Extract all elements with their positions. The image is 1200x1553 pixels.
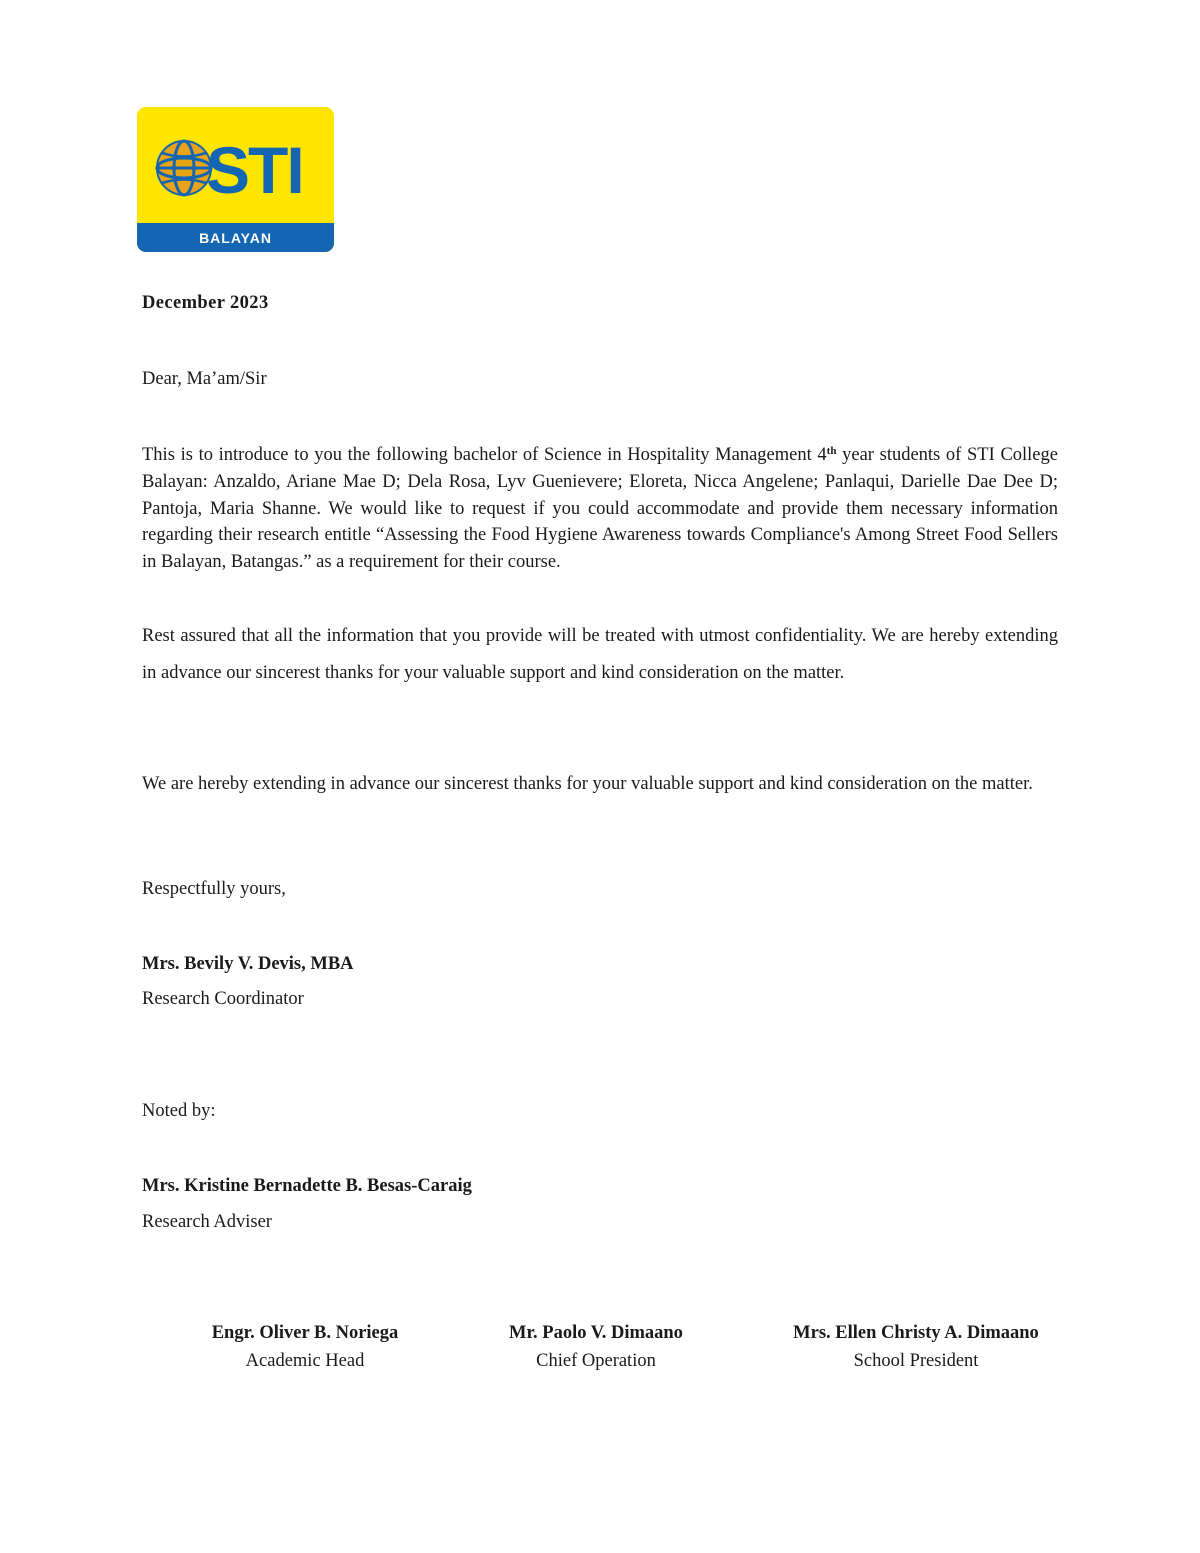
salutation: Dear, Ma’am/Sir (142, 369, 267, 389)
sti-balayan-logo (137, 107, 334, 252)
letter-date: December 2023 (142, 293, 269, 313)
paragraph-thanks: We are hereby extending in advance our sincerest thanks for your valuable support and kind consideration on the matter. (142, 774, 1033, 794)
sti-logo-text: STI (206, 133, 303, 207)
adviser-role: Research Adviser (142, 1212, 272, 1232)
signatory-name: Mrs. Ellen Christy A. Dimaano (793, 1323, 1039, 1343)
signatory-name: Mr. Paolo V. Dimaano (509, 1323, 683, 1343)
paragraph1-start: This is to introduce to you the following bachelor of Science in Hospitality Management 4 (142, 445, 827, 465)
signatory-role: Academic Head (245, 1351, 365, 1371)
signatory-academic-head (155, 1323, 455, 1372)
adviser-name: Mrs. Kristine Bernadette B. Besas-Caraig (142, 1176, 472, 1196)
sender-role: Research Coordinator (142, 989, 304, 1009)
sender-name: Mrs. Bevily V. Devis, MBA (142, 954, 354, 974)
signatory-school-president (766, 1323, 1066, 1372)
signatory-name: Engr. Oliver B. Noriega (211, 1323, 399, 1343)
signatory-role: School President (853, 1351, 979, 1371)
ordinal-suffix: th (826, 445, 837, 457)
campus-band: BALAYAN (137, 223, 334, 252)
signatory-role: Chief Operation (536, 1351, 656, 1371)
paragraph-confidentiality: Rest assured that all the information that you provide will be treated with utmost confidentiality. We are hereby extending in advance our sincerest thanks for your valuable support and kind consideration on the matter. (142, 626, 1058, 683)
paragraph1-end: year students of STI College Balayan: Anzaldo, Ariane Mae D; Dela Rosa, Lyv Gueniever​e; Eloreta, Nicca Angelene; Panlaqui, Darielle Dae Dee D; Pantoja, Maria Shanne. We would like to request if you could accommodate and provide them necessary information regarding their research entitle “Assessing the Food Hygiene Awareness towards Compliance's Among Street Food Sellers in Balayan, Batangas.” as a requirement for their course. (142, 445, 1058, 573)
paragraph-introduction (142, 442, 1058, 576)
closing: Respectfully yours, (142, 879, 286, 899)
noted-by-label: Noted by: (142, 1101, 216, 1121)
signatory-chief-operation (446, 1323, 746, 1372)
